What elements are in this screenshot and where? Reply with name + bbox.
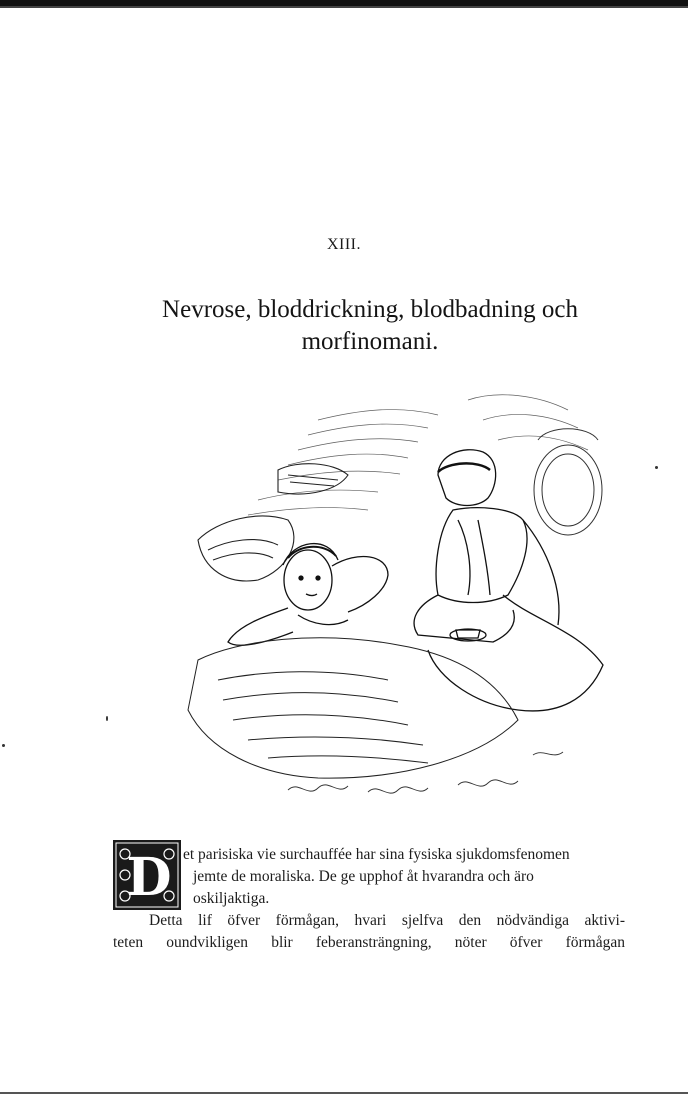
chapter-illustration: [138, 380, 612, 815]
chapter-title: [120, 294, 620, 358]
nurse-figure-icon: [414, 450, 603, 711]
scan-speck: [2, 744, 5, 747]
woman-in-bed-icon: [228, 544, 388, 646]
page-top-border-thin: [0, 6, 688, 8]
paragraph-line-2: jemte de moraliska. De ge upphof åt hvarandra och äro: [193, 868, 534, 885]
chapter-number: XIII.: [326, 236, 362, 253]
dropcap-ornament: [113, 840, 181, 910]
dropcap-letter: D: [126, 847, 172, 908]
paragraph-line-5: teten oundvikligen blir feberansträngning, nöter öfver förmågan: [113, 934, 625, 951]
illustration-hatching: [248, 395, 588, 515]
illustration-ground-squiggles: [288, 752, 563, 793]
page-bottom-border: [0, 1092, 688, 1094]
scan-speck: [106, 716, 108, 721]
bedspread-icon: [188, 638, 518, 778]
chapter-title-line2: morfinomani.: [301, 328, 439, 355]
scan-speck: [655, 466, 658, 469]
mirror-ornament-icon: [534, 429, 602, 535]
pillow-ornament-icon: [198, 464, 348, 581]
paragraph-line-4: Detta lif öfver förmågan, hvari sjelfva den nödvändiga aktivi-: [149, 912, 625, 929]
paragraph-line-1: et parisiska vie surchauffée har sina fysiska sjukdomsfenomen: [183, 846, 570, 863]
paragraph-line-3: oskiljaktiga.: [193, 890, 270, 907]
chapter-title-line1: Nevrose, bloddrickning, blodbadning och: [162, 296, 578, 323]
